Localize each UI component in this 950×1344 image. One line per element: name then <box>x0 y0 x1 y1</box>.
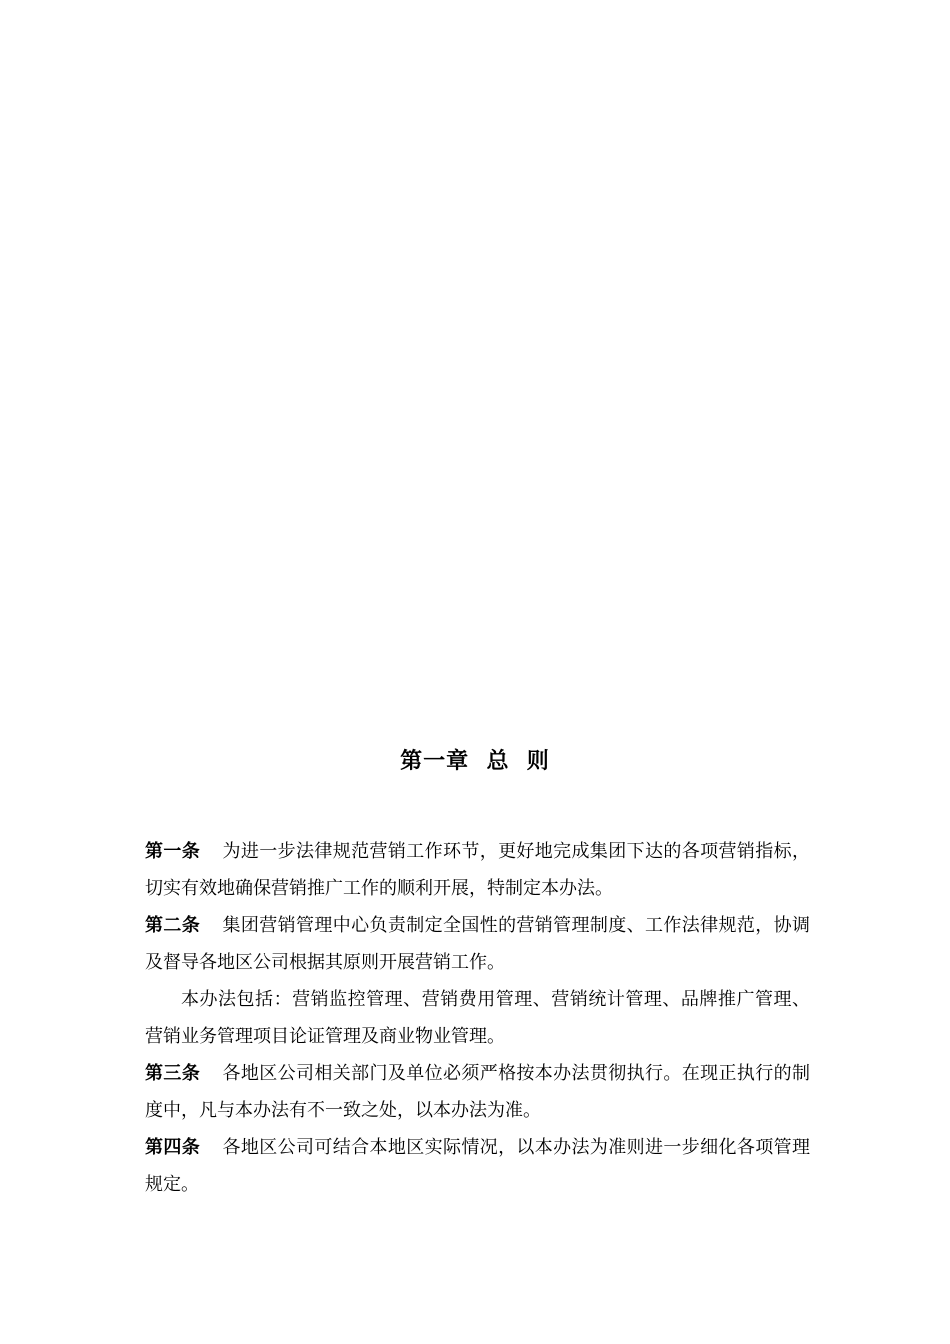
article-text: 各地区公司可结合本地区实际情况，以本办法为准则进一步细化各项管理规定。 <box>145 1137 811 1195</box>
article-2 <box>145 907 810 981</box>
chapter-body <box>145 833 810 1203</box>
article-3 <box>145 1055 810 1129</box>
article-number: 第四条 <box>145 1137 201 1158</box>
paragraph-text: 本办法包括：营销监控管理、营销费用管理、营销统计管理、品牌推广管理、营销业务管理项目论证管理及商业物业管理。 <box>145 989 810 1047</box>
article-text: 为进一步法律规范营销工作环节，更好地完成集团下达的各项营销指标，切实有效地确保营销推广工作的顺利开展，特制定本办法。 <box>145 841 811 899</box>
article-1 <box>145 833 810 907</box>
article-number: 第一条 <box>145 841 201 862</box>
article-text: 各地区公司相关部门及单位必须严格按本办法贯彻执行。在现正执行的制度中，凡与本办法有不一致之处，以本办法为准。 <box>145 1063 811 1121</box>
article-text: 集团营销管理中心负责制定全国性的营销管理制度、工作法律规范，协调及督导各地区公司根据其原则开展营销工作。 <box>145 915 811 973</box>
article-number: 第三条 <box>145 1063 201 1084</box>
article-number: 第二条 <box>145 915 201 936</box>
article-2-scope-paragraph <box>145 981 810 1055</box>
article-4 <box>145 1129 810 1203</box>
chapter-title: 第一章 总 则 <box>400 748 550 774</box>
